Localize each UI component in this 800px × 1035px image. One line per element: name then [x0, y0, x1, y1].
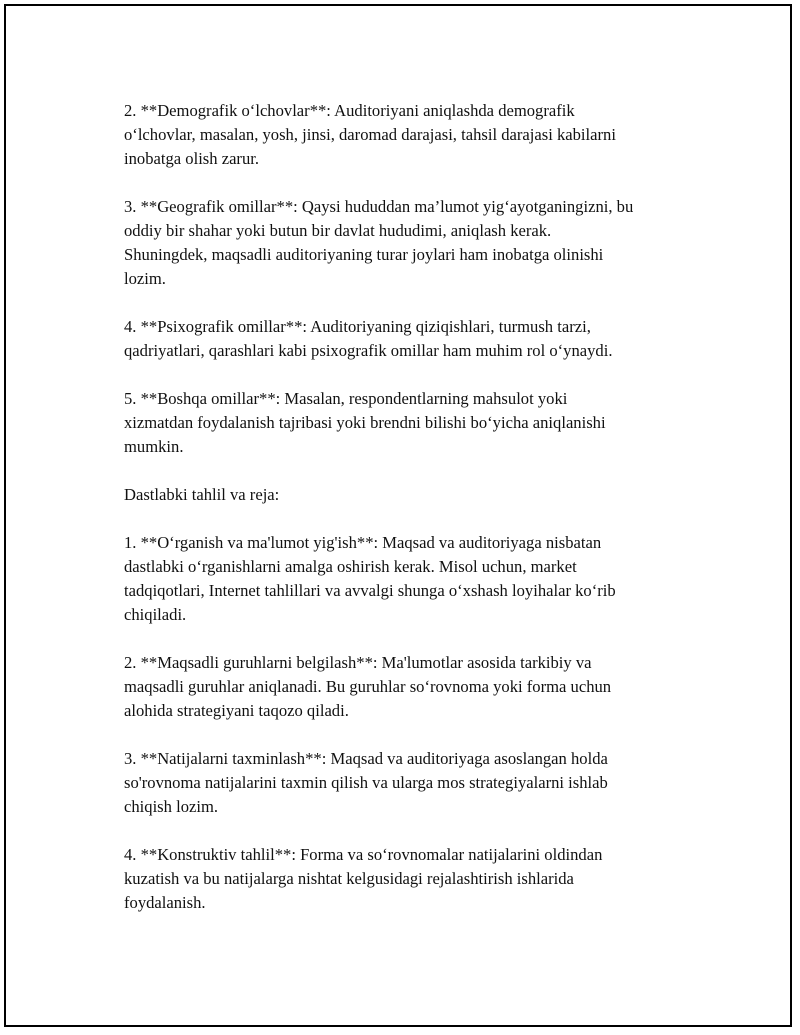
paragraph-psixografik: 4. **Psixografik omillar**: Auditoriyaning qiziqishlari, turmush tarzi, qadriyatlari, qarashlari kabi psixografik omillar ham muhim rol o‘ynaydi.: [124, 317, 613, 360]
paragraph-boshqa: 5. **Boshqa omillar**: Masalan, respondentlarning mahsulot yoki xizmatdan foydalanish tajribasi yoki brendni bilishi bo‘yicha aniqlanishi mumkin.: [124, 389, 606, 456]
paragraph-geografik: 3. **Geografik omillar**: Qaysi hududdan ma’lumot yig‘ayotganingizni, bu oddiy bir shahar yoki butun bir davlat hududimi, aniqlash kerak. Shuningdek, maqsadli auditoriyaning turar joylari ham inobatga olinishi lozim.: [124, 197, 634, 288]
paragraph-demografik: 2. **Demografik o‘lchovlar**: Auditoriyani aniqlashda demografik o‘lchovlar, masalan, yosh, jinsi, daromad darajasi, tahsil darajasi kabilarni inobatga olish zarur.: [124, 101, 616, 168]
section-heading: Dastlabki tahlil va reja:: [124, 485, 280, 504]
paragraph-konstruktiv: 4. **Konstruktiv tahlil**: Forma va so‘rovnomalar natijalarini oldindan kuzatish va bu natijalarga nishtat kelgusidagi rejalashtirish ishlarida foydalanish.: [124, 845, 603, 912]
page-frame: [4, 4, 792, 1027]
paragraph-natijalar: 3. **Natijalarni taxminlash**: Maqsad va auditoriyaga asoslangan holda so'rovnoma natijalarini taxmin qilish va ularga mos strategiyalarni ishlab chiqish lozim.: [124, 749, 608, 816]
paragraph-maqsadli-guruhlar: 2. **Maqsadli guruhlarni belgilash**: Ma'lumotlar asosida tarkibiy va maqsadli guruhlar aniqlanadi. Bu guruhlar so‘rovnoma yoki forma uchun alohida strategiyani taqozo qiladi.: [124, 653, 612, 720]
document-body: [124, 99, 704, 939]
paragraph-organish: 1. **O‘rganish va ma'lumot yig'ish**: Maqsad va auditoriyaga nisbatan dastlabki o‘rganishlarni amalga oshirish kerak. Misol uchun, market tadqiqotlari, Internet tahlillari va avvalgi shunga o‘xshash loyihalar ko‘rib chiqiladi.: [124, 533, 616, 624]
